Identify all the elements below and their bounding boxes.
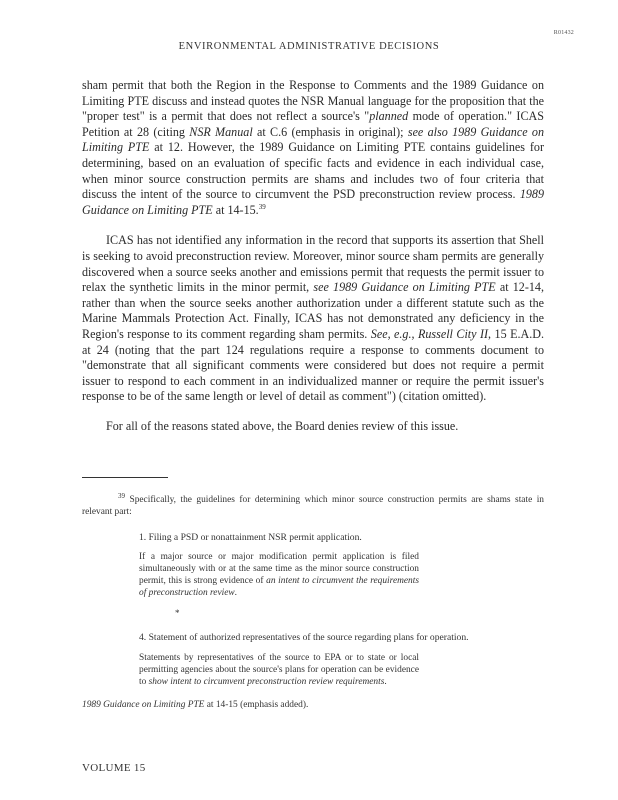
footnote-quote-4	[139, 653, 419, 688]
footnote-marker: 39	[258, 202, 266, 211]
text-run: mode of operation." ICAS Petition at 28 (citing	[82, 109, 544, 139]
text-run: , 15 E.A.D. at 24 (noting that the part 124 regulations require a response to comments document to "demonstrate that all significant comments were considered but does not require a permit issuer to respond to each comment in an individualized manner or require the permit issuer's response to be of the same length or level of detail as comment") (citation omitted).	[82, 326, 544, 404]
text-run: at 12. However, the 1989 Guidance on Limiting PTE contains guidelines for determining, based on an evaluation of specific facts and evidence in each individual case, when minor source construction permits are shams and includes two of four criteria that discuss the intent of the source to circumvent the PSD preconstruction review process.	[82, 140, 544, 202]
citation-italic: 1989 Guidance on Limiting PTE	[82, 187, 544, 217]
page-id: R01432	[553, 30, 574, 36]
paragraph-1	[82, 78, 544, 218]
body-text	[82, 78, 544, 434]
text-run: at 14-15.	[212, 202, 259, 217]
footnote-lead	[82, 491, 544, 519]
footnote	[82, 491, 544, 711]
text-run: at 14-15 (emphasis added).	[204, 699, 309, 710]
text-run: Statements by representatives of the source to EPA or to state or local permitting agencies about the source's plans for operation can be evidence to	[139, 653, 419, 687]
volume-footer: VOLUME 15	[82, 762, 146, 774]
italic-run: planned	[369, 109, 409, 124]
footnote-number: 39	[118, 491, 125, 500]
text-run: .	[384, 676, 387, 687]
footnote-quote-1	[139, 552, 419, 599]
citation-italic: 1989 Guidance on Limiting PTE	[82, 699, 205, 710]
text-run: at C.6 (emphasis in original);	[252, 124, 408, 139]
footnote-ellipsis: *	[175, 607, 180, 618]
citation-italic: see also 1989 Guidance on Limiting PTE	[82, 124, 544, 155]
text-run: ICAS has not identified any information in the record that supports its assertion that Shell is seeking to avoid preconstruction review. Moreover, minor source sham permits are generally discovered when a source seeks another and emissions permit that requests the permit issuer to relax the synthetic limits in the minor permit,	[82, 233, 544, 295]
footnote-divider	[82, 477, 168, 478]
footnote-item-1: 1. Filing a PSD or nonattainment NSR permit application.	[139, 531, 362, 543]
text-run: If a major source or major modification permit application is filed simultaneously with or at the same time as the minor source construction permit, this is strong evidence of	[139, 552, 419, 586]
running-head: ENVIRONMENTAL ADMINISTRATIVE DECISIONS	[178, 41, 440, 52]
text-run: sham permit that both the Region in the Response to Comments and the 1989 Guidance on Limiting PTE discuss and instead quotes the NSR Manual language for the proposition that the "proper test" is a permit that does not reflect a source's "	[82, 78, 544, 124]
citation-italic: NSR Manual	[189, 124, 253, 139]
text-run: .	[234, 587, 237, 598]
paragraph-3: For all of the reasons stated above, the Board denies review of this issue.	[106, 418, 459, 433]
italic-run: show intent to circumvent preconstruction review requirements	[148, 676, 385, 687]
footnote-citation	[82, 700, 544, 712]
text-run: at 12-14, rather than when the source seeks another authorization under a different statute such as the Marine Mammals Protection Act. Finally, ICAS has not demonstrated any deficiency in the Region's response to its comment regarding sham permits.	[82, 280, 545, 341]
footnote-item-4: 4. Statement of authorized representatives of the source regarding plans for operation.	[139, 632, 469, 644]
italic-run: an intent to circumvent the requirements of preconstruction review	[139, 575, 419, 598]
citation-italic: see 1989 Guidance on Limiting PTE	[313, 280, 496, 295]
paragraph-2	[82, 233, 544, 405]
footnote-lead-text: Specifically, the guidelines for determining which minor source construction permits are shams state in relevant part:	[82, 495, 544, 517]
citation-italic: See, e.g., Russell City II	[370, 326, 489, 341]
